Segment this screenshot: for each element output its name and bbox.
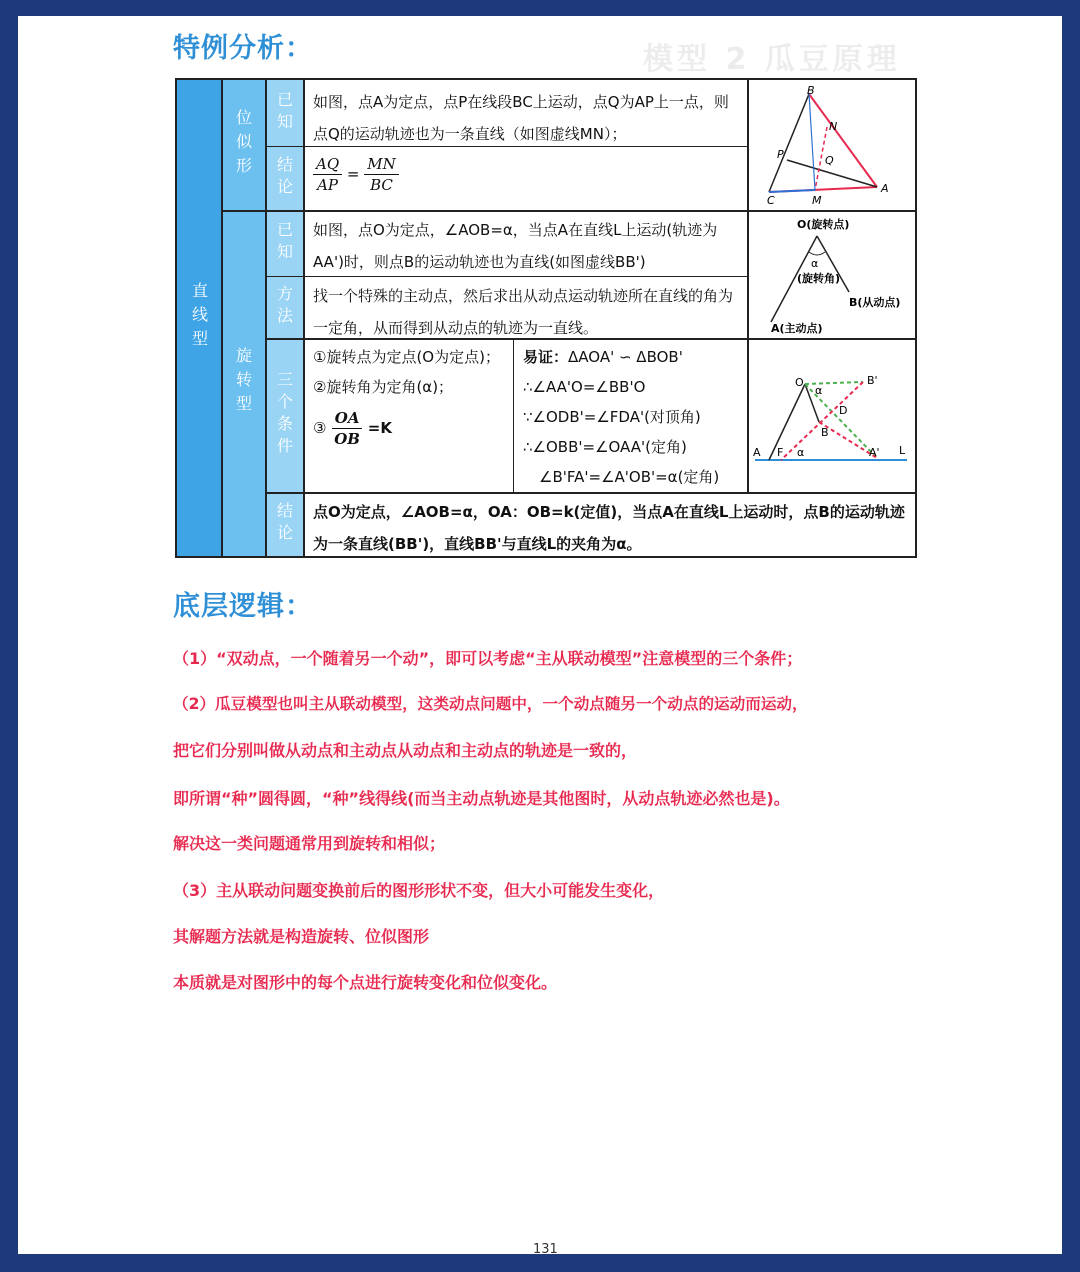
fig2-label-alpha: α xyxy=(811,257,819,270)
proof-line-3: ∴∠OBB'=∠OAA'(定角) xyxy=(523,438,687,456)
fig3-label-O: O xyxy=(795,376,804,389)
condition-2: ②旋转角为定角(α)； xyxy=(313,378,454,396)
label-method: 方法 xyxy=(265,276,303,338)
proof-line-2: ∵∠ODB'=∠FDA'(对顶角) xyxy=(523,408,701,426)
fig3-label-B: B xyxy=(821,426,829,439)
logic-line-2: （2）瓜豆模型也叫主从联动模型，这类动点问题中，一个动点随另一个动点的运动而运动， xyxy=(173,695,808,713)
logic-line-1: （1）“双动点，一个随着另一个动”，即可以考虑“主从联动模型”注意模型的三个条件； xyxy=(173,649,803,668)
section-title-special-analysis: 特例分析： xyxy=(173,33,313,64)
label-line-type: 直线型 xyxy=(177,80,221,556)
fig3-label-alpha-top: α xyxy=(815,384,823,397)
row6-conclusion: 点O为定点，∠AOB=α，OA：OB=k(定值)，当点A在直线L上运动时，点B的运动轨迹为一条直线(BB')，直线BB'与直线L的夹角为α。 xyxy=(313,503,905,553)
row3-text: 如图，点O为定点，∠AOB=α，当点A在直线L上运动(轨迹为AA')时，则点B的运动轨迹也为直线(如图虚线BB') xyxy=(313,221,718,271)
label-known-2: 已知 xyxy=(265,210,303,276)
logic-line-3: 把它们分别叫做从动点和主动点从动点和主动点的轨迹是一致的， xyxy=(173,741,638,760)
fig2-label-rot-angle: (旋转角) xyxy=(797,272,841,285)
fig2-label-B: B(从动点) xyxy=(849,296,901,309)
fig1-label-P: P xyxy=(777,148,784,161)
fig1-label-N: N xyxy=(829,120,838,133)
document-page xyxy=(18,16,1062,1254)
label-rotation-type: 旋转型 xyxy=(221,210,265,556)
label-conclusion-2: 结论 xyxy=(265,492,303,556)
condition-1: ①旋转点为定点(O为定点)； xyxy=(313,348,500,366)
logic-line-4: 即所谓“种”圆得圆，“种”线得线(而当主动点轨迹是其他图时，从动点轨迹必然也是)。 xyxy=(173,789,790,808)
logic-line-6: （3）主从联动问题变换前后的图形形状不变，但大小可能发生变化， xyxy=(173,881,665,900)
figure-similar-triangles xyxy=(749,82,915,210)
row1-text: 如图，点A为定点，点P在线段BC上运动，点Q为AP上一点，则点Q的运动轨迹也为一条直线（如图虚线MN）； xyxy=(313,93,729,143)
label-known-1: 已知 xyxy=(265,80,303,146)
fig1-label-A: A xyxy=(881,182,889,195)
fig3-label-A-prime: A' xyxy=(869,446,880,459)
model-table xyxy=(175,78,917,558)
condition-3: ③ $\frac{OA}{OB}$ =K xyxy=(313,409,392,448)
fig3-label-F: F xyxy=(777,446,784,459)
page-number: 131 xyxy=(533,1242,558,1254)
fig2-label-A: A(主动点) xyxy=(771,322,823,335)
proof-line-0: 易证：ΔAOA' ∽ ΔBOB' xyxy=(523,348,683,366)
row4-text: 找一个特殊的主动点，然后求出从动点运动轨迹所在直线的角为一定角，从而得到从动点的轨迹为一直线。 xyxy=(313,287,734,337)
logic-line-5: 解决这一类问题通常用到旋转和相似； xyxy=(173,834,446,853)
figure-rotation-proof xyxy=(749,340,915,492)
fig1-label-M: M xyxy=(812,194,822,207)
logic-line-7: 其解题方法就是构造旋转、位似图形 xyxy=(173,927,430,946)
label-similar-shape: 位似形 xyxy=(221,80,265,210)
fig1-label-B: B xyxy=(807,84,815,97)
fig1-label-Q: Q xyxy=(825,154,834,167)
fig3-label-alpha-bottom: α xyxy=(797,446,805,459)
logic-line-8: 本质就是对图形中的每个点进行旋转变化和位似变化。 xyxy=(173,973,558,992)
faded-heading: 模型 2 瓜豆原理 xyxy=(643,42,901,77)
row5-conditions xyxy=(305,338,513,492)
fig3-label-L: L xyxy=(899,444,906,457)
row5-proof xyxy=(515,338,747,492)
section-title-underlying-logic: 底层逻辑： xyxy=(173,591,313,622)
label-conclusion-1: 结论 xyxy=(265,146,303,210)
fig3-label-B-prime: B' xyxy=(867,374,878,387)
equals-sign: = xyxy=(346,165,360,183)
fraction-mn-bc: $\frac{MN}{BC}$ xyxy=(364,154,398,195)
figure-rotation-angle xyxy=(749,212,915,338)
fig3-label-A: A xyxy=(753,446,761,459)
fig2-label-O: O(旋转点) xyxy=(797,218,850,231)
label-three-conditions: 三个条件 xyxy=(265,338,303,492)
row2-formula xyxy=(305,146,747,210)
fraction-aq-ap: $\frac{AQ}{AP}$ xyxy=(313,154,342,195)
proof-line-1: ∴∠AA'O=∠BB'O xyxy=(523,378,646,396)
proof-line-4: ∠B'FA'=∠A'OB'=α(定角) xyxy=(539,468,720,486)
fig3-label-D: D xyxy=(839,404,848,417)
fig1-label-C: C xyxy=(767,194,775,207)
